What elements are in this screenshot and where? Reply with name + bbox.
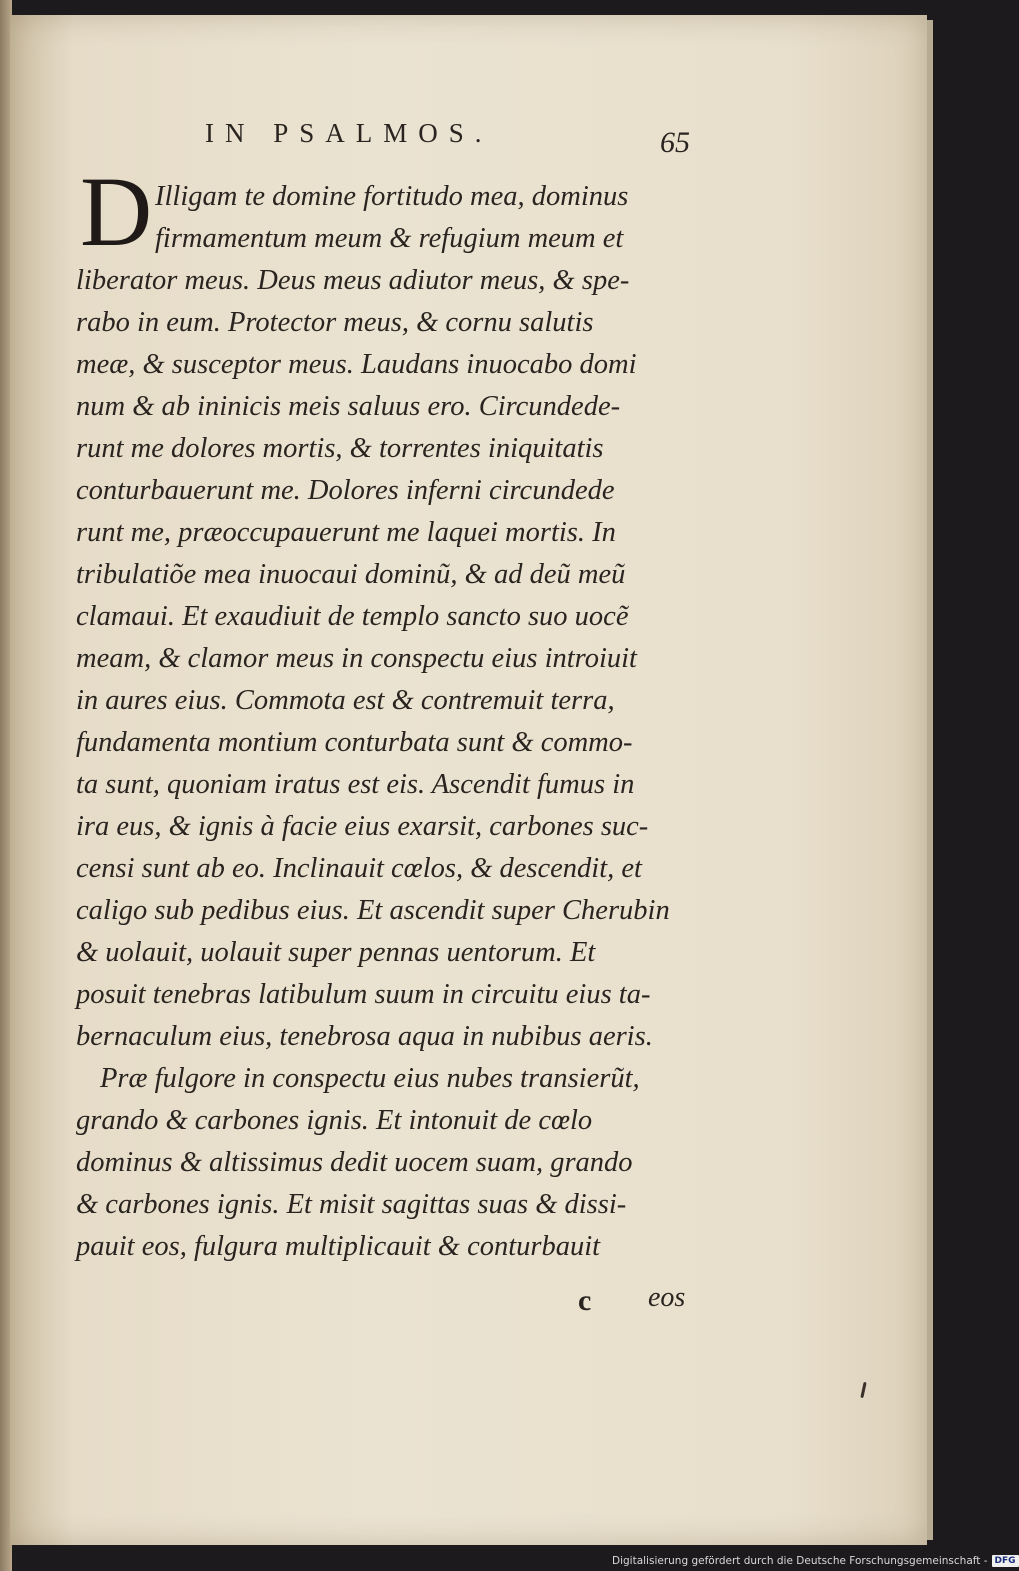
text-line: meæ, & susceptor meus. Laudans inuocabo domi xyxy=(76,349,637,380)
text-line: dominus & altissimus dedit uocem suam, grando xyxy=(76,1147,633,1178)
credit-text: Digitalisierung gefördert durch die Deutsche Forschungsgemeinschaft - xyxy=(612,1555,988,1567)
text-line: Illigam te domine fortitudo mea, dominus xyxy=(155,181,629,212)
text-line: meam, & clamor meus in conspectu eius introiuit xyxy=(76,643,637,674)
text-line: tribulatiõe mea inuocaui dominũ, & ad deũ meũ xyxy=(76,559,626,590)
text-line: firmamentum meum & refugium meum et xyxy=(155,223,624,254)
text-line: rabo in eum. Protector meus, & cornu salutis xyxy=(76,307,594,338)
text-line: & carbones ignis. Et misit sagittas suas & dissi- xyxy=(76,1189,627,1220)
text-line: censi sunt ab eo. Inclinauit cœlos, & descendit, et xyxy=(76,853,642,884)
text-line: liberator meus. Deus meus adiutor meus, & spe- xyxy=(76,265,630,296)
text-line: in aures eius. Commota est & contremuit terra, xyxy=(76,685,615,716)
text-line: pauit eos, fulgura multiplicauit & conturbauit xyxy=(76,1231,601,1262)
page-number: 65 xyxy=(660,126,690,159)
text-line: ira eus, & ignis à facie eius exarsit, carbones suc- xyxy=(76,811,649,842)
text-line: runt me dolores mortis, & torrentes iniquitatis xyxy=(76,433,604,464)
text-line: posuit tenebras latibulum suum in circuitu eius ta- xyxy=(76,979,651,1010)
text-line: num & ab ininicis meis saluus ero. Circundede- xyxy=(76,391,621,422)
text-line: bernaculum eius, tenebrosa aqua in nubibus aeris. xyxy=(76,1021,653,1052)
signature-mark: c xyxy=(578,1284,592,1317)
digitization-credit xyxy=(612,1555,1019,1567)
text-line: conturbauerunt me. Dolores inferni circundede xyxy=(76,475,615,506)
page-edge xyxy=(927,20,933,1540)
dfg-logo: DFG xyxy=(992,1555,1019,1567)
text-line: clamaui. Et exaudiuit de templo sancto suo uocẽ xyxy=(76,601,629,632)
text-line: runt me, præoccupauerunt me laquei mortis. In xyxy=(76,517,616,548)
text-line: & uolauit, uolauit super pennas uentorum. Et xyxy=(76,937,596,968)
drop-cap-initial: D xyxy=(80,156,153,267)
text-line: ta sunt, quoniam iratus est eis. Ascendit fumus in xyxy=(76,769,635,800)
text-line: fundamenta montium conturbata sunt & commo- xyxy=(76,727,633,758)
running-head: IN PSALMOS. xyxy=(205,118,493,148)
text-line: caligo sub pedibus eius. Et ascendit super Cherubin xyxy=(76,895,670,926)
catchword: eos xyxy=(648,1282,686,1313)
text-line: grando & carbones ignis. Et intonuit de cœlo xyxy=(76,1105,593,1136)
text-line: Præ fulgore in conspectu eius nubes transierũt, xyxy=(100,1063,640,1094)
